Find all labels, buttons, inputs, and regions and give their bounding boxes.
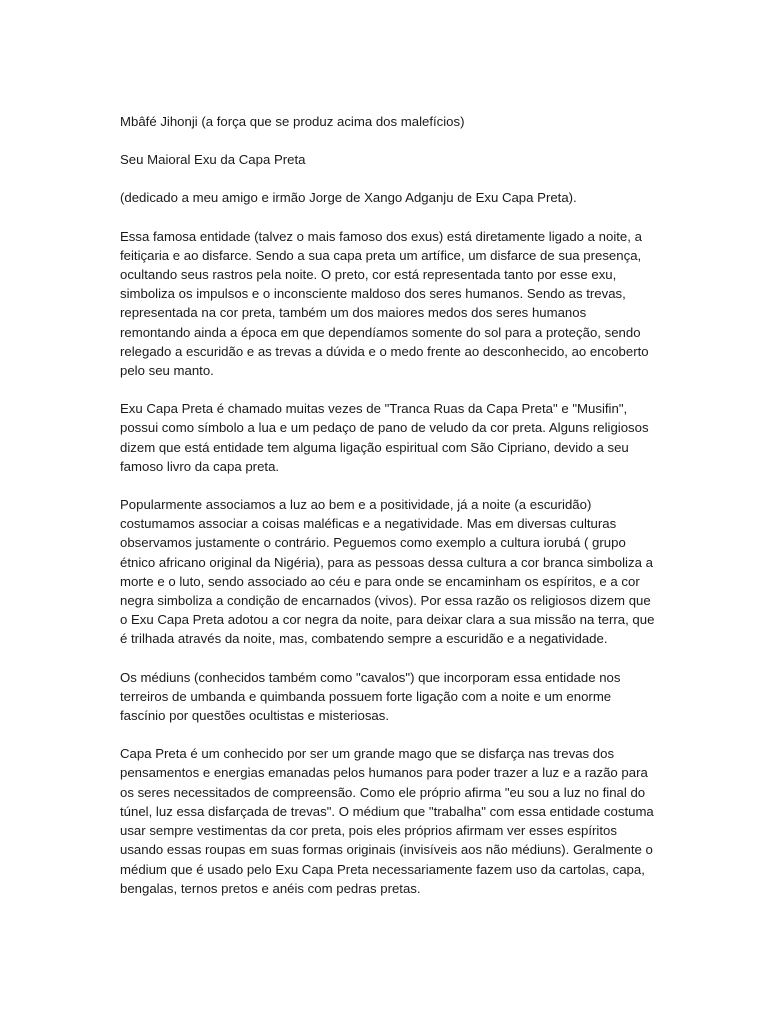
paragraph-5: Capa Preta é um conhecido por ser um grande mago que se disfarça nas trevas dos pensamentos e energias emanadas pelos humanos para poder trazer a luz e a razão para os seres necessitados de compreensão. Como ele próprio afirma "eu sou a luz no final do túnel, luz essa disfarçada de trevas". O médium que "trabalha" com essa entidade costuma usar sempre vestimentas da cor preta, pois eles próprios afirmam ver esses espíritos usando essas roupas em suas formas originais (invisíveis aos não médiuns). Geralmente o médium que é usado pelo Exu Capa Preta necessariamente fazem uso da cartolas, capa, bengalas, ternos pretos e anéis com pedras pretas. [120,746,654,896]
document-body [120,112,660,917]
document-dedication: (dedicado a meu amigo e irmão Jorge de Xango Adganju de Exu Capa Preta). [120,190,577,206]
paragraph-3: Popularmente associamos a luz ao bem e a positividade, já a noite (a escuridão) costumamos associar a coisas maléficas e a negatividade. Mas em diversas culturas observamos justamente o contrário. Peguemos como exemplo a cultura iorubá ( grupo étnico africano original da Nigéria), para as pessoas dessa cultura a cor branca simboliza a morte e o luto, sendo associado ao céu e para onde se encaminham os espíritos, e a cor negra simboliza a condição de encarnados (vivos). Por essa razão os religiosos dizem que o Exu Capa Preta adotou a cor negra da noite, para deixar clara a sua missão na terra, que é trilhada através da noite, mas, combatendo sempre a escuridão e a negatividade. [120,497,655,647]
paragraph-2: Exu Capa Preta é chamado muitas vezes de "Tranca Ruas da Capa Preta" e "Musifin", possui como símbolo a lua e um pedaço de pano de veludo da cor preta. Alguns religiosos dizem que está entidade tem alguma ligação espiritual com São Cipriano, devido a seu famoso livro da capa preta. [120,401,649,474]
document-subtitle: Seu Maioral Exu da Capa Preta [120,152,306,168]
document-title: Mbâfé Jihonji (a força que se produz acima dos malefícios) [120,114,465,129]
paragraph-4: Os médiuns (conhecidos também como "cavalos") que incorporam essa entidade nos terreiros de umbanda e quimbanda possuem forte ligação com a noite e um enorme fascínio por questões ocultistas e misteriosas. [120,669,621,724]
paragraph-1: Essa famosa entidade (talvez o mais famoso dos exus) está diretamente ligado a noite, a feitiçaria e ao disfarce. Sendo a sua capa preta um artífice, um disfarce de sua presença, ocultando seus rastros pela noite. O preto, cor está representada tanto por esse exu, simboliza os impulsos e o inconsciente maldoso dos seres humanos. Sendo as trevas, representada na cor preta, também um dos maiores medos dos seres humanos remontando ainda a época em que dependíamos somente do sol para a proteção, sendo relegado a escuridão e as trevas a dúvida e o medo frente ao desconhecido, ao encoberto pelo seu manto. [120,228,649,379]
